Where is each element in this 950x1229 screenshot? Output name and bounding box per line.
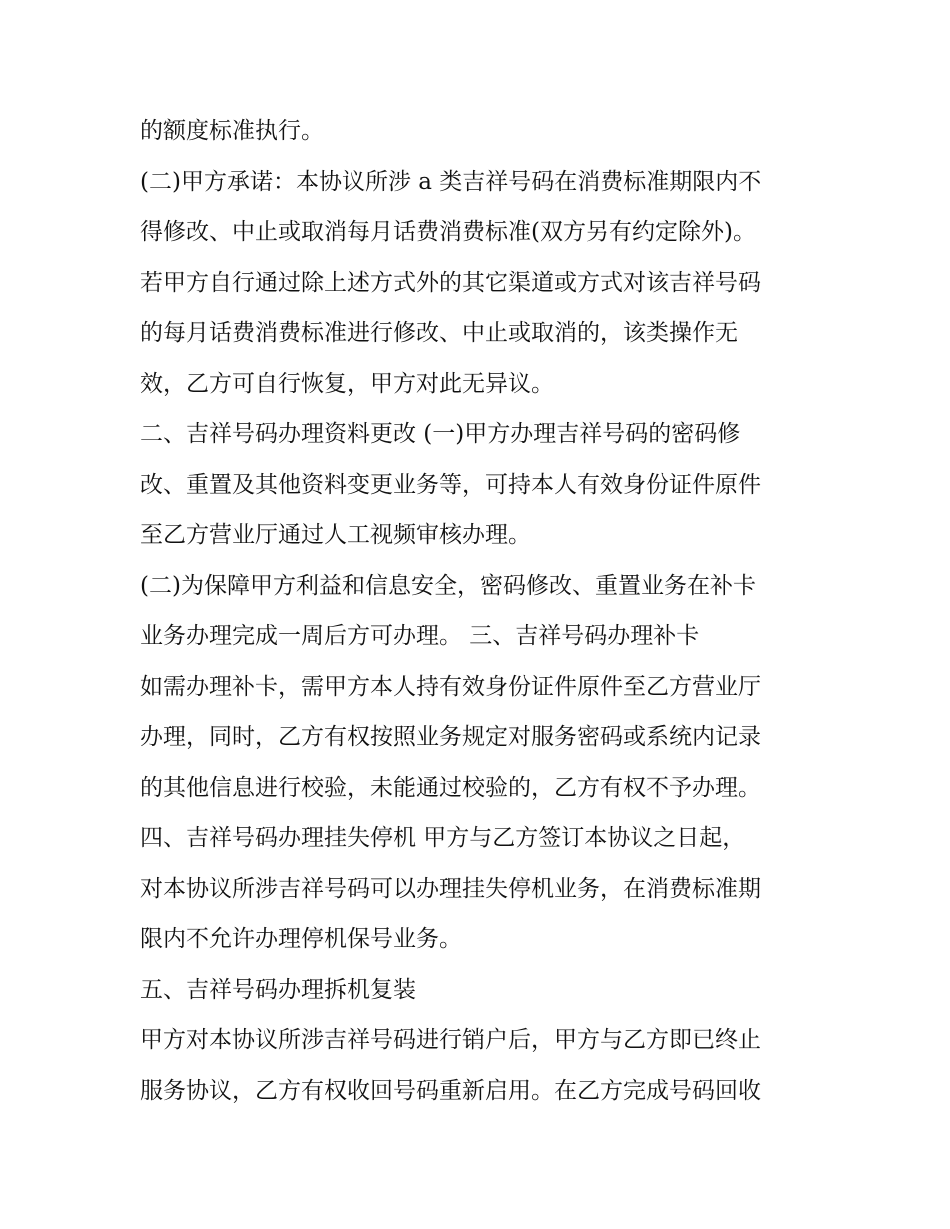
text-line: 至乙方营业厅通过人工视频审核办理。 <box>140 522 531 548</box>
text-line: 五、吉祥号码办理拆机复装 <box>140 976 416 1003</box>
text-line: 限内不允许办理停机保号业务。 <box>140 926 462 952</box>
text-line: 业务办理完成一周后方可办理。 三、吉祥号码办理补卡 <box>140 623 700 649</box>
document-body <box>140 106 830 1116</box>
text-line: 对本协议所涉吉祥号码可以办理挂失停机业务，在消费标准期 <box>140 875 761 902</box>
text-line: 改、重置及其他资料变更业务等，可持本人有效身份证件原件 <box>140 471 761 498</box>
text-line: 服务协议，乙方有权收回号码重新启用。在乙方完成号码回收 <box>140 1077 761 1104</box>
text-line: 的每月话费消费标准进行修改、中止或取消的，该类操作无 <box>140 320 738 346</box>
text-line: 办理，同时，乙方有权按照业务规定对服务密码或系统内记录 <box>140 724 761 750</box>
text-line: 若甲方自行通过除上述方式外的其它渠道或方式对该吉祥号码 <box>140 269 761 296</box>
text-line: 二、吉祥号码办理资料更改 (一)甲方办理吉祥号码的密码修 <box>140 421 741 447</box>
text-line: (二)甲方承诺：本协议所涉 a 类吉祥号码在消费标准期限内不 <box>140 168 762 195</box>
text-line: 效，乙方可自行恢复，甲方对此无异议。 <box>140 370 554 397</box>
text-line: 的其他信息进行校验，未能通过校验的，乙方有权不予办理。 <box>140 774 761 801</box>
text-line: 四、吉祥号码办理挂失停机 甲方与乙方签订本协议之日起， <box>140 825 746 851</box>
text-line: (二)为保障甲方利益和信息安全，密码修改、重置业务在补卡 <box>140 572 756 599</box>
text-line: 甲方对本协议所涉吉祥号码进行销户后，甲方与乙方即已终止 <box>140 1027 761 1053</box>
text-line: 得修改、中止或取消每月话费消费标准(双方另有约定除外)。 <box>140 219 756 245</box>
text-line: 如需办理补卡，需甲方本人持有效身份证件原件至乙方营业厅 <box>140 673 761 700</box>
text-line: 的额度标准执行。 <box>140 118 324 144</box>
